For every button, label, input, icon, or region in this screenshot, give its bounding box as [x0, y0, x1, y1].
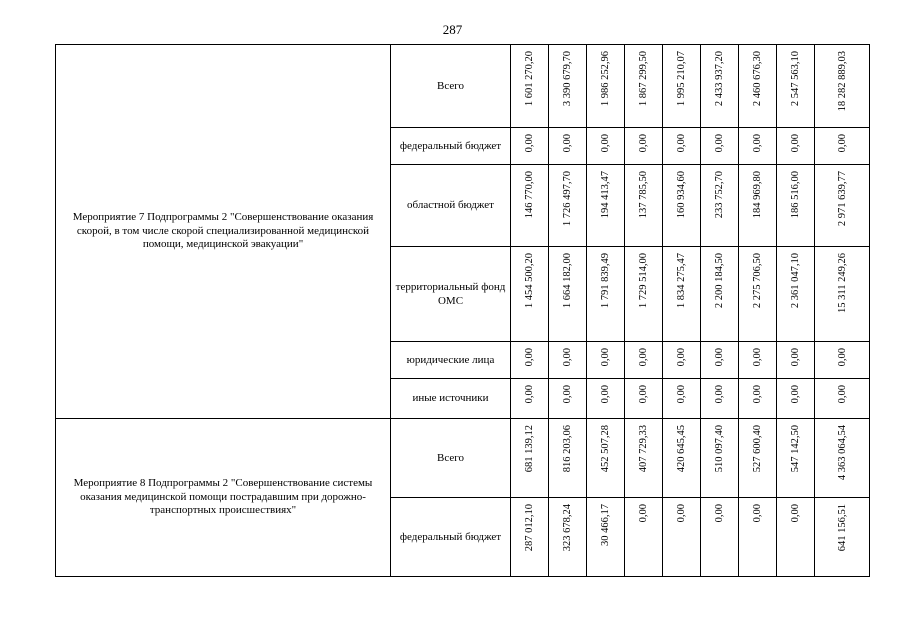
value-cell — [701, 419, 739, 498]
value-cell — [587, 342, 625, 379]
funding-source: территориальный фонд ОМС — [391, 247, 511, 342]
value-text: 0,00 — [836, 385, 848, 404]
total-cell — [815, 379, 870, 419]
value-text: 3 390 679,70 — [562, 51, 573, 107]
value-text: 194 413,47 — [600, 171, 611, 219]
value-text: 0,00 — [714, 348, 725, 367]
value-text: 0,00 — [638, 348, 649, 367]
value-text: 0,00 — [714, 504, 725, 523]
measure-title: Мероприятие 8 Подпрограммы 2 "Совершенствование системы оказания медицинской помощи пострадавшим при дорожно-транспортных происшествиях" — [56, 419, 391, 577]
total-cell — [815, 247, 870, 342]
value-cell — [511, 247, 549, 342]
value-cell — [587, 165, 625, 247]
value-cell — [777, 247, 815, 342]
value-text: 1 729 514,00 — [638, 253, 649, 309]
value-cell — [549, 247, 587, 342]
total-cell — [815, 45, 870, 128]
value-text: 1 791 839,49 — [600, 253, 611, 309]
total-cell — [815, 498, 870, 577]
value-text: 452 507,28 — [600, 425, 611, 473]
value-cell — [663, 498, 701, 577]
value-text: 681 139,12 — [524, 425, 535, 473]
value-text: 1 726 497,70 — [562, 171, 573, 227]
table-row — [56, 45, 870, 128]
value-cell — [701, 379, 739, 419]
value-text: 2 460 676,30 — [752, 51, 763, 107]
page-number: 287 — [442, 22, 463, 37]
funding-source: федеральный бюджет — [391, 498, 511, 577]
value-cell — [777, 419, 815, 498]
table-body — [56, 45, 870, 577]
value-cell — [739, 498, 777, 577]
value-text: 0,00 — [714, 134, 725, 153]
value-text: 2 547 563,10 — [790, 51, 801, 107]
value-text: 2 200 184,50 — [714, 253, 725, 309]
value-cell — [625, 498, 663, 577]
value-cell — [701, 498, 739, 577]
value-cell — [777, 498, 815, 577]
financing-table — [55, 44, 870, 577]
funding-source: иные источники — [391, 379, 511, 419]
value-text: 323 678,24 — [562, 504, 573, 552]
value-text: 0,00 — [790, 134, 801, 153]
value-text: 0,00 — [600, 348, 611, 367]
value-text: 2 971 639,77 — [836, 171, 848, 227]
value-text: 146 770,00 — [524, 171, 535, 219]
value-text: 0,00 — [562, 385, 573, 404]
value-text: 4 363 064,54 — [836, 425, 848, 481]
value-cell — [739, 342, 777, 379]
value-text: 816 203,06 — [562, 425, 573, 473]
value-cell — [701, 45, 739, 128]
value-text: 0,00 — [638, 504, 649, 523]
value-cell — [777, 128, 815, 165]
value-text: 0,00 — [752, 385, 763, 404]
value-cell — [587, 498, 625, 577]
value-cell — [511, 342, 549, 379]
value-cell — [739, 379, 777, 419]
value-text: 547 142,50 — [790, 425, 801, 473]
value-cell — [625, 419, 663, 498]
value-text: 0,00 — [562, 134, 573, 153]
value-text: 510 097,40 — [714, 425, 725, 473]
value-cell — [549, 419, 587, 498]
value-text: 0,00 — [524, 348, 535, 367]
value-cell — [663, 247, 701, 342]
value-cell — [511, 165, 549, 247]
value-cell — [625, 379, 663, 419]
value-cell — [663, 419, 701, 498]
value-text: 2 433 937,20 — [714, 51, 725, 107]
value-text: 0,00 — [790, 385, 801, 404]
funding-source: областной бюджет — [391, 165, 511, 247]
value-cell — [701, 247, 739, 342]
funding-source: Всего — [391, 419, 511, 498]
value-cell — [511, 45, 549, 128]
value-cell — [625, 165, 663, 247]
value-cell — [549, 498, 587, 577]
value-text: 0,00 — [562, 348, 573, 367]
funding-source: юридические лица — [391, 342, 511, 379]
value-cell — [549, 45, 587, 128]
value-cell — [777, 379, 815, 419]
value-cell — [739, 128, 777, 165]
value-text: 30 466,17 — [600, 504, 611, 546]
value-text: 0,00 — [676, 134, 687, 153]
value-cell — [739, 247, 777, 342]
value-text: 0,00 — [676, 385, 687, 404]
value-cell — [701, 342, 739, 379]
value-text: 527 600,40 — [752, 425, 763, 473]
value-text: 233 752,70 — [714, 171, 725, 219]
value-cell — [587, 45, 625, 128]
value-cell — [549, 165, 587, 247]
value-text: 641 156,51 — [836, 504, 848, 552]
value-text: 420 645,45 — [676, 425, 687, 473]
value-text: 1 995 210,07 — [676, 51, 687, 107]
value-text: 2 275 706,50 — [752, 253, 763, 309]
value-cell — [663, 379, 701, 419]
value-text: 0,00 — [638, 385, 649, 404]
value-cell — [587, 128, 625, 165]
value-text: 1 986 252,96 — [600, 51, 611, 107]
value-text: 1 867 299,50 — [638, 51, 649, 107]
value-cell — [625, 247, 663, 342]
value-cell — [511, 128, 549, 165]
value-text: 0,00 — [752, 348, 763, 367]
total-cell — [815, 165, 870, 247]
value-text: 0,00 — [524, 385, 535, 404]
value-cell — [587, 379, 625, 419]
value-cell — [663, 342, 701, 379]
value-text: 160 934,60 — [676, 171, 687, 219]
value-text: 0,00 — [638, 134, 649, 153]
value-cell — [739, 419, 777, 498]
value-text: 0,00 — [836, 134, 848, 153]
total-cell — [815, 128, 870, 165]
value-text: 186 516,00 — [790, 171, 801, 219]
value-text: 0,00 — [836, 348, 848, 367]
value-text: 1 454 500,20 — [524, 253, 535, 309]
value-text: 0,00 — [790, 504, 801, 523]
value-cell — [625, 128, 663, 165]
value-cell — [549, 128, 587, 165]
value-text: 407 729,33 — [638, 425, 649, 473]
value-text: 15 311 249,26 — [836, 253, 848, 313]
value-text: 1 601 270,20 — [524, 51, 535, 107]
value-cell — [549, 379, 587, 419]
measure-title: Мероприятие 7 Подпрограммы 2 "Совершенствование оказания скорой, в том числе скорой специализированной медицинской помощи, медицинской эвакуации" — [56, 45, 391, 419]
value-text: 0,00 — [752, 504, 763, 523]
funding-source: Всего — [391, 45, 511, 128]
value-text: 0,00 — [600, 134, 611, 153]
value-text: 0,00 — [790, 348, 801, 367]
value-cell — [625, 342, 663, 379]
value-cell — [701, 165, 739, 247]
funding-source: федеральный бюджет — [391, 128, 511, 165]
value-text: 0,00 — [600, 385, 611, 404]
value-cell — [777, 165, 815, 247]
value-cell — [739, 45, 777, 128]
value-cell — [625, 45, 663, 128]
value-cell — [739, 165, 777, 247]
value-text: 0,00 — [714, 385, 725, 404]
value-text: 184 969,80 — [752, 171, 763, 219]
table-row — [56, 419, 870, 498]
value-text: 1 834 275,47 — [676, 253, 687, 309]
value-text: 0,00 — [524, 134, 535, 153]
value-cell — [663, 45, 701, 128]
value-text: 137 785,50 — [638, 171, 649, 219]
value-cell — [511, 379, 549, 419]
value-cell — [549, 342, 587, 379]
value-cell — [663, 165, 701, 247]
value-text: 2 361 047,10 — [790, 253, 801, 309]
value-cell — [777, 45, 815, 128]
value-cell — [777, 342, 815, 379]
value-cell — [511, 498, 549, 577]
value-text: 287 012,10 — [524, 504, 535, 552]
value-cell — [511, 419, 549, 498]
value-cell — [663, 128, 701, 165]
value-cell — [587, 247, 625, 342]
value-text: 1 664 182,00 — [562, 253, 573, 309]
value-text: 0,00 — [752, 134, 763, 153]
value-text: 0,00 — [676, 504, 687, 523]
value-text: 0,00 — [676, 348, 687, 367]
total-cell — [815, 419, 870, 498]
value-cell — [701, 128, 739, 165]
value-cell — [587, 419, 625, 498]
total-cell — [815, 342, 870, 379]
value-text: 18 282 889,03 — [836, 51, 848, 112]
